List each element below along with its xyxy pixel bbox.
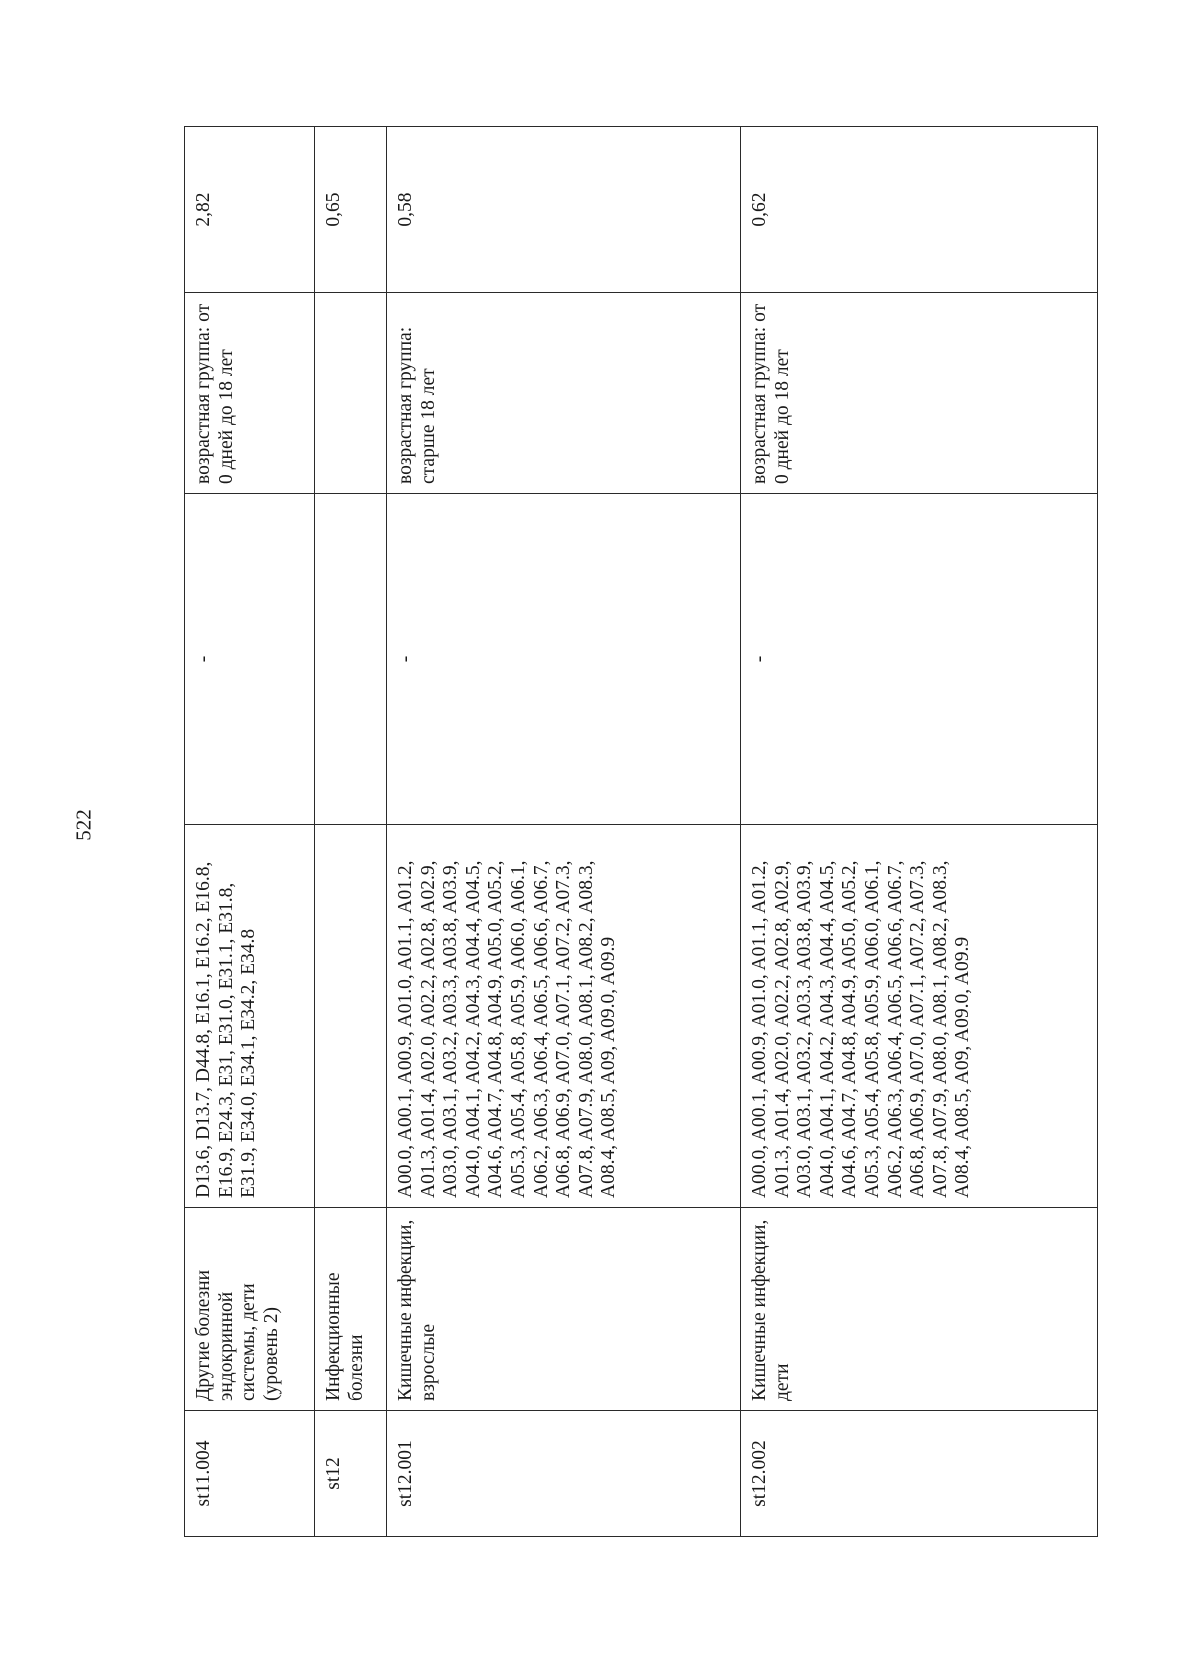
table-row	[741, 127, 1098, 1537]
row-name: Кишечные инфекции, взрослые	[387, 1208, 741, 1411]
row-coefficient: 0,65	[315, 127, 387, 293]
row-coefficient: 0,58	[387, 127, 741, 293]
row-code: st12.002	[741, 1411, 1098, 1537]
ksg-table	[184, 126, 1098, 1537]
row-criteria: возрастная группа: от 0 дней до 18 лет	[185, 293, 315, 494]
row-criteria	[315, 293, 387, 494]
row-coefficient: 0,62	[741, 127, 1098, 293]
row-name: Другие болезни эндокринной системы, дети (уровень 2)	[185, 1208, 315, 1411]
row-name: Инфекционные болезни	[315, 1208, 387, 1411]
row-service: -	[741, 494, 1098, 825]
row-code: st12.001	[387, 1411, 741, 1537]
row-name: Кишечные инфекции, дети	[741, 1208, 1098, 1411]
row-diagnoses: A00.0, A00.1, A00.9, A01.0, A01.1, A01.2, A01.3, A01.4, A02.0, A02.2, A02.8, A02.9, A03.0, A03.1, A03.2, A03.3, A03.8, A03.9, A04.0, A04.1, A04.2, A04.3, A04.4, A04.5, A04.6, A04.7, A04.8, A04.9, A05.0, A05.2, A05.3, A05.4, A05.8, A05.9, A06.0, A06.1, A06.2, A06.3, A06.4, A06.5, A06.6, A06.7, A06.8, A06.9, A07.0, A07.1, A07.2, A07.3, A07.8, A07.9, A08.0, A08.1, A08.2, A08.3, A08.4, A08.5, A09, A09.0, A09.9	[387, 825, 741, 1208]
row-service	[315, 494, 387, 825]
row-code: st12	[315, 1411, 387, 1537]
table-row	[185, 127, 315, 1537]
row-diagnoses	[315, 825, 387, 1208]
page-number: 522	[71, 809, 96, 841]
row-code: st11.004	[185, 1411, 315, 1537]
table-row	[315, 127, 387, 1537]
row-criteria: возрастная группа: от 0 дней до 18 лет	[741, 293, 1098, 494]
rotated-table-container	[184, 127, 1097, 1537]
row-criteria: возрастная группа: старше 18 лет	[387, 293, 741, 494]
row-coefficient: 2,82	[185, 127, 315, 293]
row-diagnoses: D13.6, D13.7, D44.8, E16.1, E16.2, E16.8, E16.9, E24.3, E31, E31.0, E31.1, E31.8, E31.9, E34.0, E34.1, E34.2, E34.8	[185, 825, 315, 1208]
row-service: -	[387, 494, 741, 825]
row-diagnoses: A00.0, A00.1, A00.9, A01.0, A01.1, A01.2, A01.3, A01.4, A02.0, A02.2, A02.8, A02.9, A03.0, A03.1, A03.2, A03.3, A03.8, A03.9, A04.0, A04.1, A04.2, A04.3, A04.4, A04.5, A04.6, A04.7, A04.8, A04.9, A05.0, A05.2, A05.3, A05.4, A05.8, A05.9, A06.0, A06.1, A06.2, A06.3, A06.4, A06.5, A06.6, A06.7, A06.8, A06.9, A07.0, A07.1, A07.2, A07.3, A07.8, A07.9, A08.0, A08.1, A08.2, A08.3, A08.4, A08.5, A09, A09.0, A09.9	[741, 825, 1098, 1208]
row-service: -	[185, 494, 315, 825]
table-row	[387, 127, 741, 1537]
